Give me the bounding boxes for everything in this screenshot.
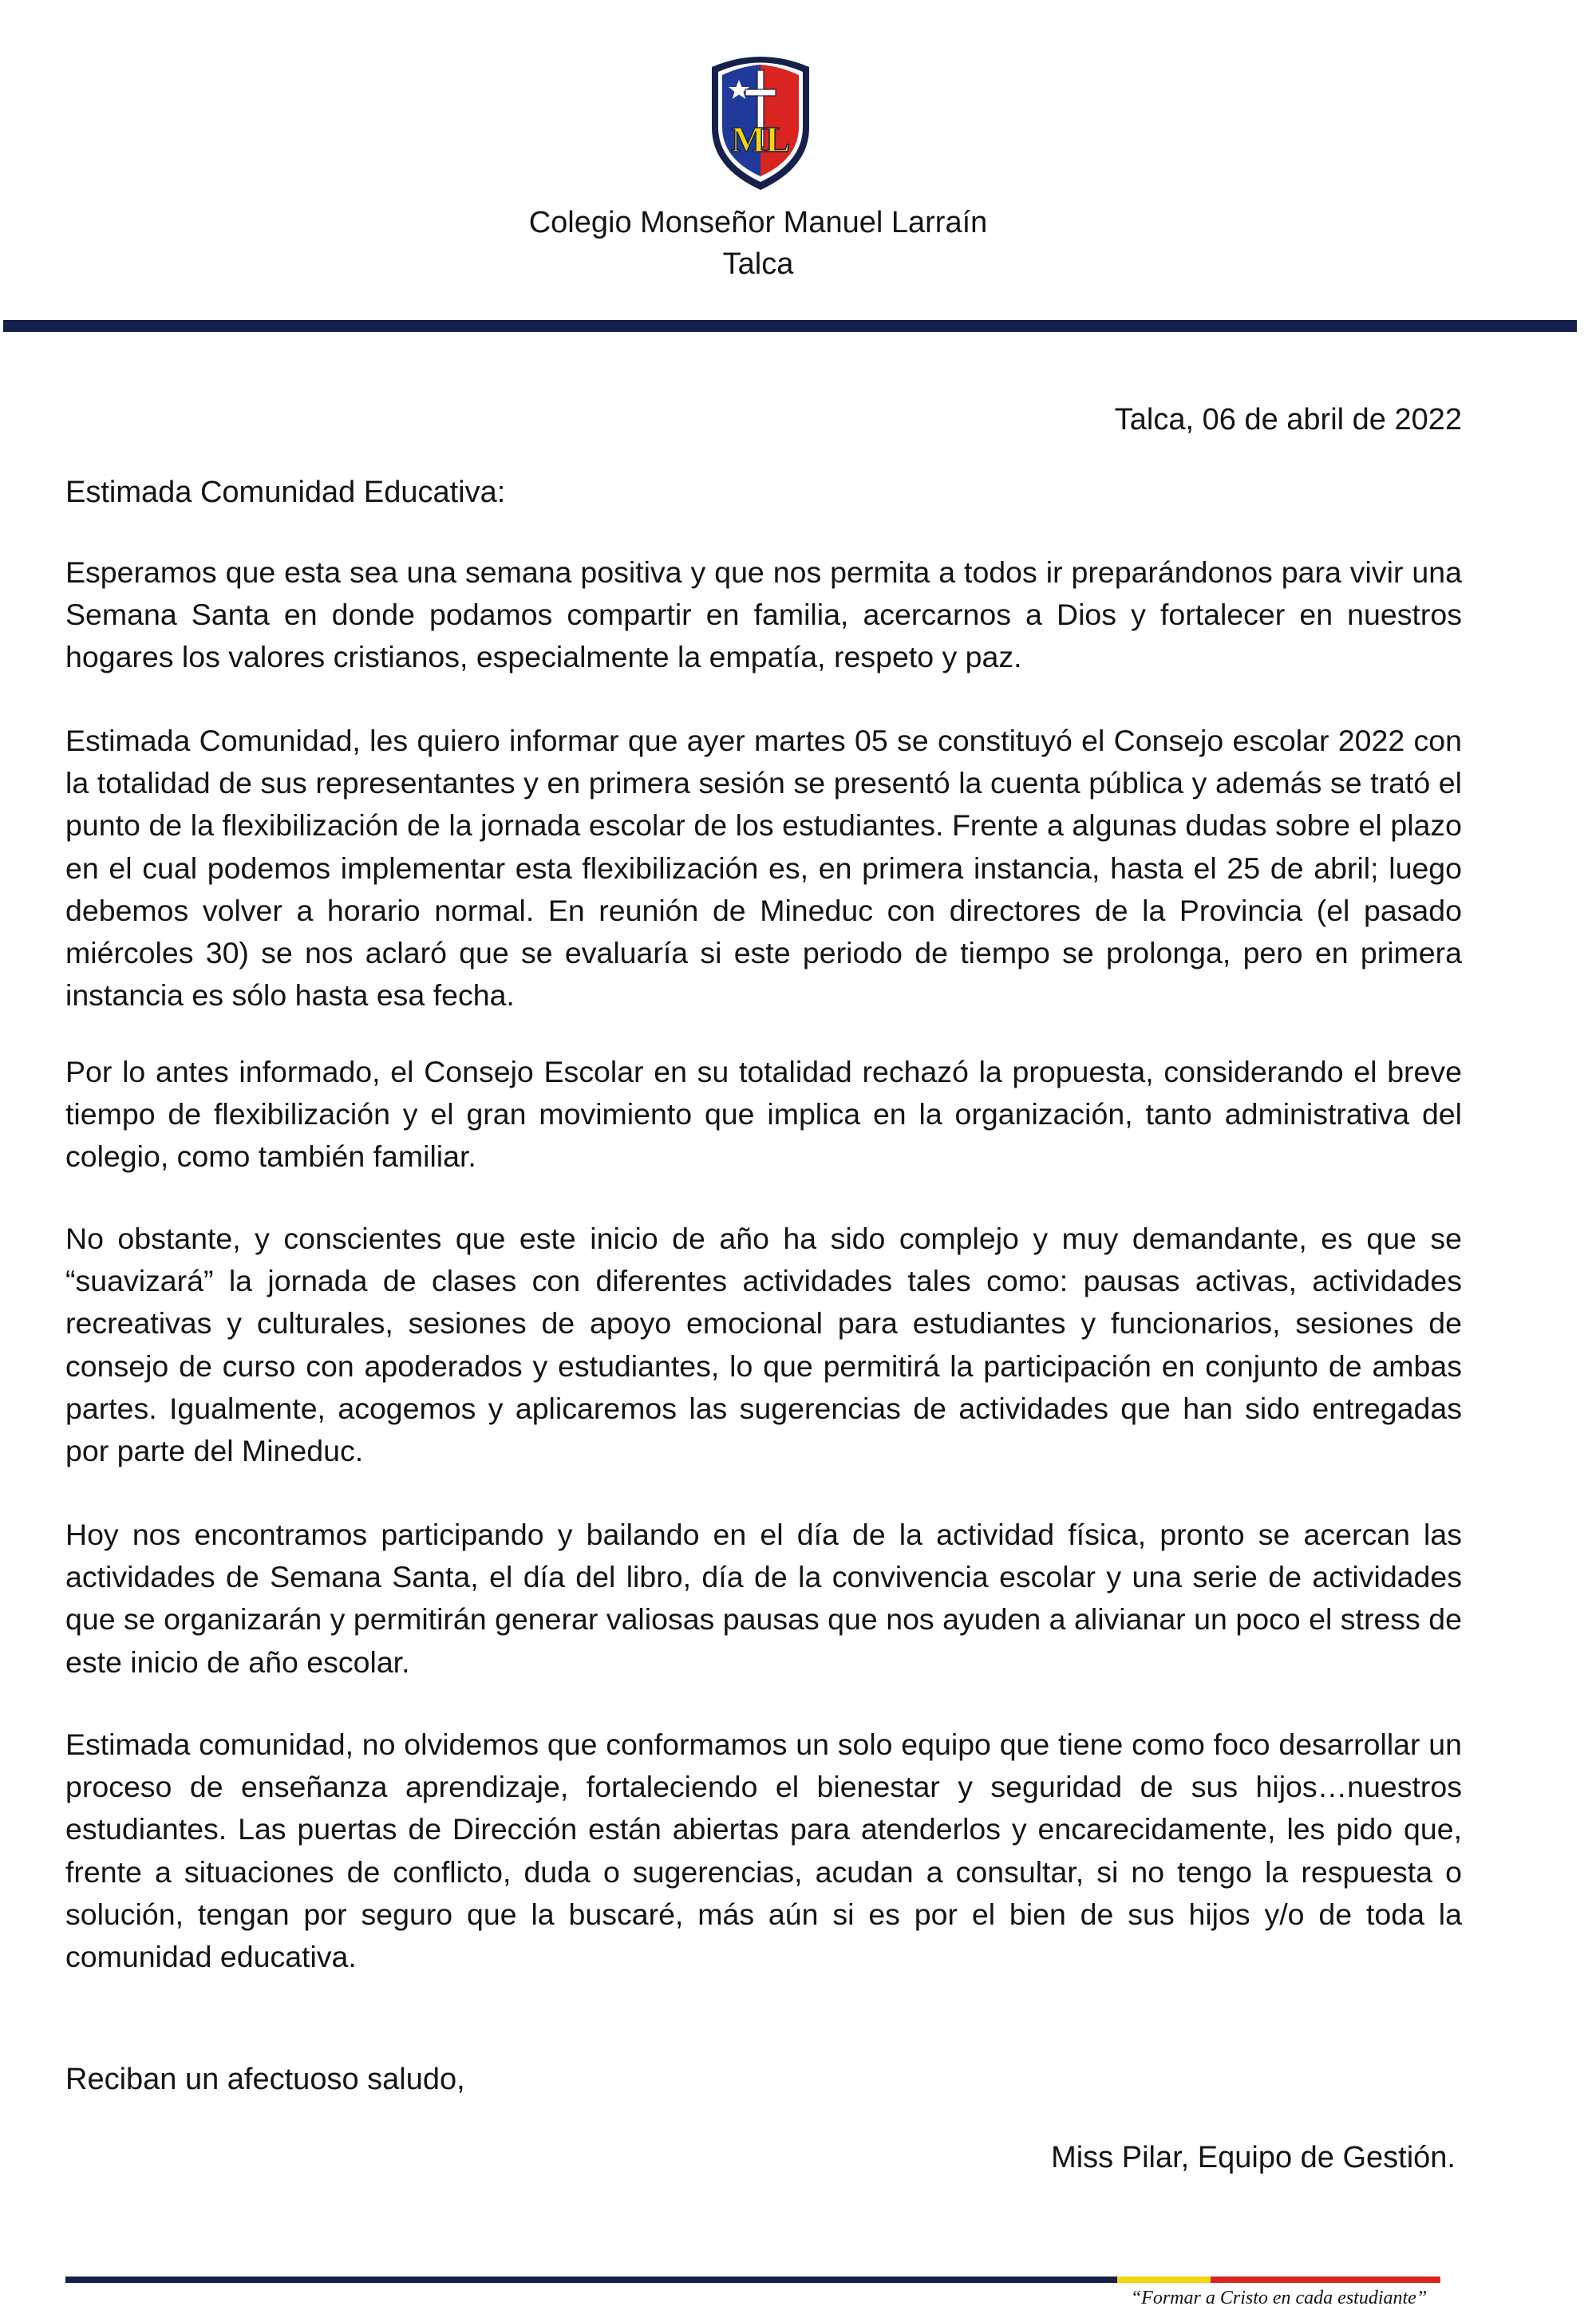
letter-closing: Reciban un afectuoso saludo, [65,2063,465,2096]
letter-date: Talca, 06 de abril de 2022 [1114,403,1462,436]
letter-signature: Miss Pilar, Equipo de Gestión. [1051,2141,1456,2174]
footer-motto: “Formar a Cristo en cada estudiante” [1130,2288,1428,2308]
letter-greeting: Estimada Comunidad Educativa: [65,476,506,509]
letter-paragraph: No obstante, y conscientes que este inicio de año ha sido complejo y muy demandante, es que se “suavizará” la jornada de clases con diferentes actividades tales como: pausas activas, actividades recreativas y culturales, sesiones de apoyo emocional para estudiantes y funcionarios, sesiones de consejo de curso con apoderados y estudiantes, lo que permitirá la participación en conjunto de ambas partes. Igualmente, acogemos y aplicaremos las sugerencias de actividades que han sido entregadas por parte del Mineduc. [65,1222,1462,1468]
letter-paragraph: Estimada comunidad, no olvidemos que conformamos un solo equipo que tiene como foco desarrollar un proceso de enseñanza aprendizaje, fortaleciendo el bienestar y seguridad de sus hijos…nuestros estudiantes. Las puertas de Dirección están abiertas para atenderlos y encarecidamente, les pido que, frente a situaciones de conflicto, duda o sugerencias, acudan a consultar, si no tengo la respuesta o solución, tengan por seguro que la buscaré, más aún si es por el bien de sus hijos y/o de toda la comunidad educativa. [65,1728,1462,1974]
footer-divider-blue [65,2277,1117,2283]
letter-paragraph: Hoy nos encontramos participando y bailando en el día de la actividad física, pronto se acercan las actividades de Semana Santa, el día del libro, día de la convivencia escolar y una serie de actividades que se organizarán y permitirán generar valiosas pausas que nos ayuden a alivianar un poco el stress de este inicio de año escolar. [65,1518,1462,1679]
letter-paragraph: Estimada Comunidad, les quiero informar que ayer martes 05 se constituyó el Consejo escolar 2022 con la totalidad de sus representantes y en primera sesión se presentó la cuenta pública y además se trató el punto de la flexibilización de la jornada escolar de los estudiantes. Frente a algunas dudas sobre el plazo en el cual podemos implementar esta flexibilización es, en primera instancia, hasta el 25 de abril; luego debemos volver a horario normal. En reunión de Mineduc con directores de la Provincia (el pasado miércoles 30) se nos aclaró que se evaluaría si este periodo de tiempo se prolonga, pero en primera instancia es sólo hasta esa fecha. [65,724,1462,1013]
header-divider [3,320,1577,332]
footer-divider-yellow [1117,2277,1211,2283]
footer-divider-red [1211,2277,1440,2283]
school-city: Talca [722,247,794,281]
crest-monogram: ML [730,119,791,160]
letter-paragraph: Esperamos que esta sea una semana positiva y que nos permita a todos ir preparándonos para vivir una Semana Santa en donde podamos compartir en familia, acercarnos a Dios y fortalecer en nuestros hogares los valores cristianos, especialmente la empatía, respeto y paz. [65,555,1462,674]
school-crest-icon [704,49,817,192]
school-name: Colegio Monseñor Manuel Larraín [528,206,988,239]
letter-paragraph: Por lo antes informado, el Consejo Escolar en su totalidad rechazó la propuesta, considerando el breve tiempo de flexibilización y el gran movimiento que implica en la organización, tanto administrativa del colegio, como también familiar. [65,1055,1462,1174]
